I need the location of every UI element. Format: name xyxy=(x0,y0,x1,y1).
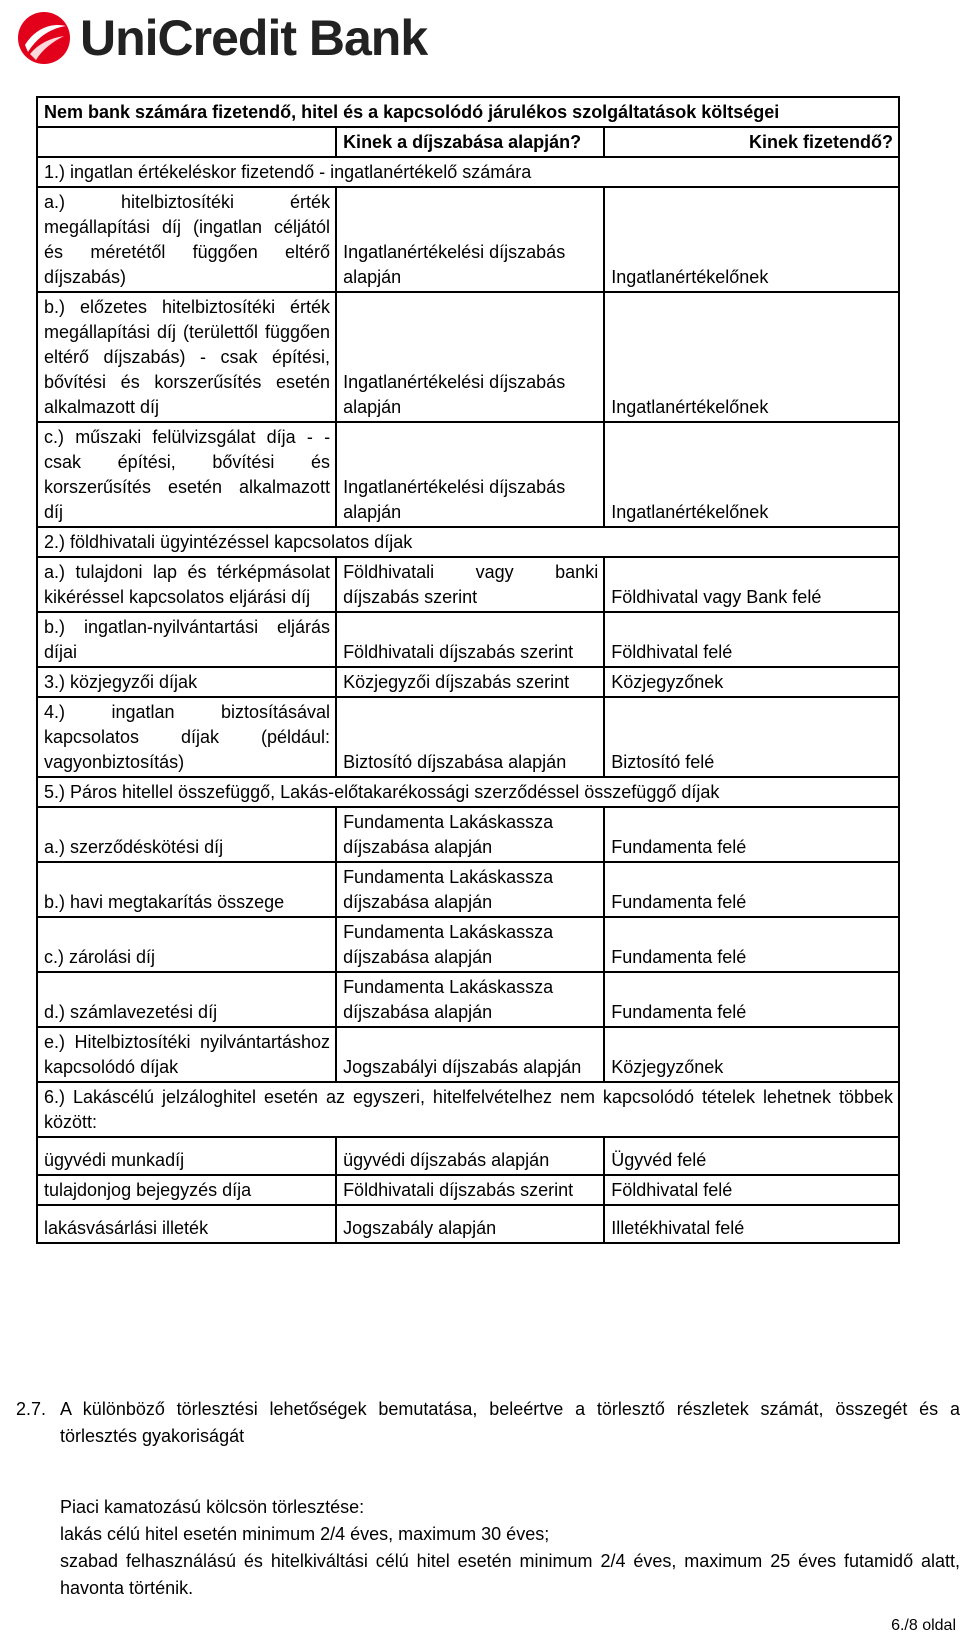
row-payee: Fundamenta felé xyxy=(604,917,899,972)
row-item: lakásvásárlási illeték xyxy=(37,1205,336,1243)
row-basis: Fundamenta Lakáskassza díjszabása alapján xyxy=(336,917,604,972)
row-item: a.) tulajdoni lap és térképmásolat kikéréssel kapcsolatos eljárási díj xyxy=(37,557,336,612)
row-item: c.) műszaki felülvizsgálat díja - - csak építési, bővítési és korszerűsítés esetén alkalmazott díj xyxy=(37,422,336,527)
row-basis: Jogszabályi díjszabás alapján xyxy=(336,1027,604,1082)
table-row xyxy=(37,697,899,777)
row-basis: ügyvédi díjszabás alapján xyxy=(336,1137,604,1175)
row-item: d.) számlavezetési díj xyxy=(37,972,336,1027)
table-row xyxy=(37,972,899,1027)
row-basis: Földhivatali díjszabás szerint xyxy=(336,1175,604,1205)
section-heading: 1.) ingatlan értékeléskor fizetendő - ingatlanértékelő számára xyxy=(37,157,899,187)
row-basis: Ingatlanértékelési díjszabás alapján xyxy=(336,187,604,292)
section-heading: 2.) földhivatali ügyintézéssel kapcsolatos díjak xyxy=(37,527,899,557)
table-row xyxy=(37,1137,899,1175)
row-payee: Ingatlanértékelőnek xyxy=(604,292,899,422)
table-row xyxy=(37,862,899,917)
header-empty-cell xyxy=(37,127,336,157)
row-basis: Közjegyzői díjszabás szerint xyxy=(336,667,604,697)
row-payee: Közjegyzőnek xyxy=(604,1027,899,1082)
table-row xyxy=(37,292,899,422)
row-basis: Fundamenta Lakáskassza díjszabása alapján xyxy=(336,807,604,862)
table-row xyxy=(37,557,899,612)
row-item: a.) szerződéskötési díj xyxy=(37,807,336,862)
row-payee: Fundamenta felé xyxy=(604,807,899,862)
table-title-row xyxy=(37,97,899,127)
row-basis: Biztosító díjszabása alapján xyxy=(336,697,604,777)
row-payee: Fundamenta felé xyxy=(604,972,899,1027)
row-item: ügyvédi munkadíj xyxy=(37,1137,336,1175)
section-heading: 6.) Lakáscélú jelzáloghitel esetén az egyszeri, hitelfelvételhez nem kapcsolódó tételek lehetnek többek között: xyxy=(37,1082,899,1137)
table-row xyxy=(37,422,899,527)
row-payee: Ingatlanértékelőnek xyxy=(604,422,899,527)
row-item: tulajdonjog bejegyzés díja xyxy=(37,1175,336,1205)
row-basis: Ingatlanértékelési díjszabás alapján xyxy=(336,292,604,422)
table-header-row xyxy=(37,127,899,157)
table-row xyxy=(37,807,899,862)
row-payee: Földhivatal felé xyxy=(604,1175,899,1205)
header-payee: Kinek fizetendő? xyxy=(604,127,899,157)
section-heading-text: A különböző törlesztési lehetőségek bemutatása, beleértve a törlesztő részletek számát, összegét és a törlesztés gyakoriságát xyxy=(60,1399,960,1446)
row-basis: Földhivatali vagy banki díjszabás szerint xyxy=(336,557,604,612)
row-item: b.) előzetes hitelbiztosítéki érték megállapítási díj (területtől függően eltérő díjszabás) - csak építési, bővítési és korszerűsítés esetén alkalmazott díj xyxy=(37,292,336,422)
section-row xyxy=(37,157,899,187)
repayment-line-2: lakás célú hitel esetén minimum 2/4 éves, maximum 30 éves; xyxy=(60,1524,550,1544)
table-row xyxy=(37,917,899,972)
section-row xyxy=(37,527,899,557)
row-payee: Ingatlanértékelőnek xyxy=(604,187,899,292)
row-payee: Illetékhivatal felé xyxy=(604,1205,899,1243)
row-item: a.) hitelbiztosítéki érték megállapítási díj (ingatlan céljától és méretétől függően eltérő díjszabás) xyxy=(37,187,336,292)
table-row xyxy=(37,612,899,667)
row-payee: Fundamenta felé xyxy=(604,862,899,917)
repayment-line-3: szabad felhasználású és hitelkiváltási célú hitel esetén minimum 2/4 éves, maximum 25 éves futamidő alatt, havonta történik. xyxy=(60,1551,960,1598)
row-item: b.) ingatlan-nyilvántartási eljárás díjai xyxy=(37,612,336,667)
page-number: 6./8 oldal xyxy=(891,1617,956,1634)
row-item: b.) havi megtakarítás összege xyxy=(37,862,336,917)
table-row xyxy=(37,667,899,697)
row-basis: Jogszabály alapján xyxy=(336,1205,604,1243)
unicredit-logo xyxy=(16,8,427,68)
table-title: Nem bank számára fizetendő, hitel és a kapcsolódó járulékos szolgáltatások költségei xyxy=(37,97,899,127)
table-row xyxy=(37,1027,899,1082)
row-item: e.) Hitelbiztosítéki nyilvántartáshoz kapcsolódó díjak xyxy=(37,1027,336,1082)
row-basis: Földhivatali díjszabás szerint xyxy=(336,612,604,667)
section-row xyxy=(37,777,899,807)
fee-table xyxy=(36,96,900,1244)
section-heading: 5.) Páros hitellel összefüggő, Lakás-előtakarékossági szerződéssel összefüggő díjak xyxy=(37,777,899,807)
section-row xyxy=(37,1082,899,1137)
row-payee: Ügyvéd felé xyxy=(604,1137,899,1175)
repayment-section xyxy=(16,1396,960,1602)
row-payee: Biztosító felé xyxy=(604,697,899,777)
row-basis: Fundamenta Lakáskassza díjszabása alapján xyxy=(336,862,604,917)
header-basis: Kinek a díjszabása alapján? xyxy=(336,127,604,157)
table-row xyxy=(37,187,899,292)
table-row xyxy=(37,1205,899,1243)
row-item: 4.) ingatlan biztosításával kapcsolatos díjak (például: vagyonbiztosítás) xyxy=(37,697,336,777)
row-item: c.) zárolási díj xyxy=(37,917,336,972)
section-number: 2.7. xyxy=(16,1399,47,1419)
row-basis: Ingatlanértékelési díjszabás alapján xyxy=(336,422,604,527)
row-basis: Fundamenta Lakáskassza díjszabása alapján xyxy=(336,972,604,1027)
table-row xyxy=(37,1175,899,1205)
repayment-line-1: Piaci kamatozású kölcsön törlesztése: xyxy=(60,1497,365,1517)
row-item: 3.) közjegyzői díjak xyxy=(37,667,336,697)
row-payee: Földhivatal vagy Bank felé xyxy=(604,557,899,612)
row-payee: Földhivatal felé xyxy=(604,612,899,667)
row-payee: Közjegyzőnek xyxy=(604,667,899,697)
unicredit-emblem-icon xyxy=(16,10,72,66)
brand-name: UniCredit Bank xyxy=(80,10,428,66)
